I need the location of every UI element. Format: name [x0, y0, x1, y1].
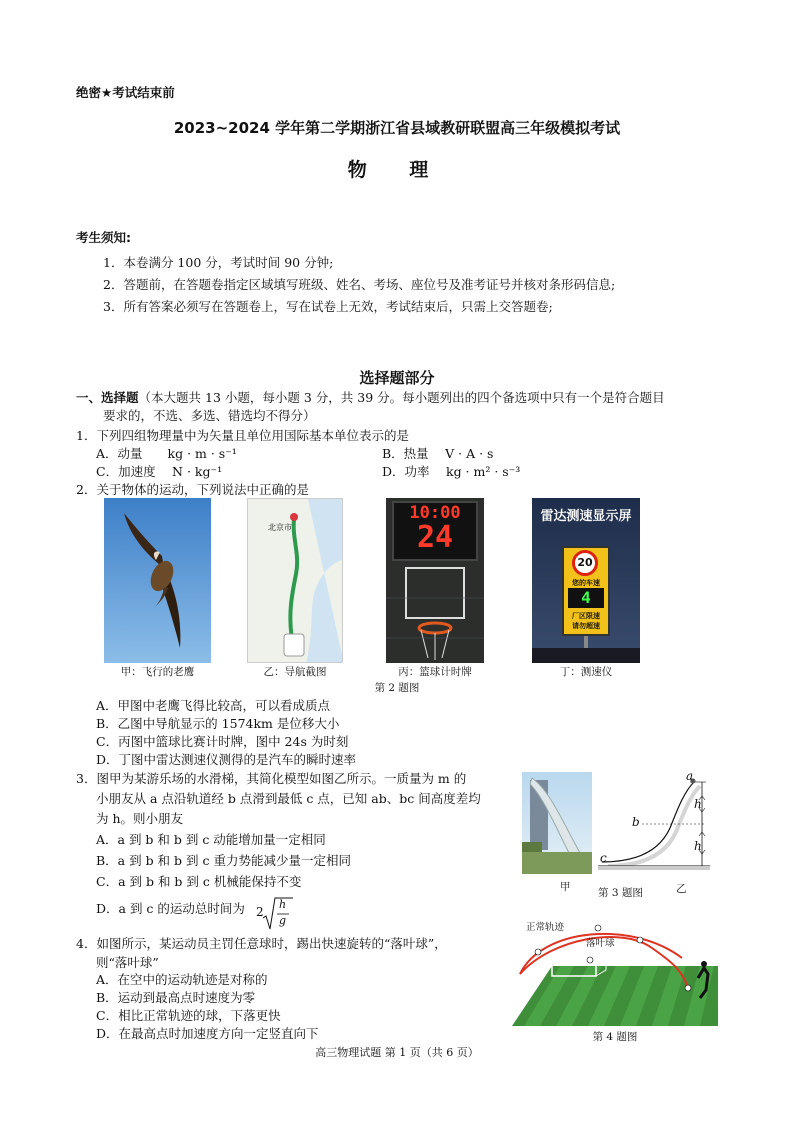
q4-option-b: B．运动到最高点时速度为零	[96, 990, 256, 1005]
exam-title: 2023~2024 学年第二学期浙江省县域教研联盟高三年级模拟考试	[173, 119, 621, 137]
q4-figure-label: 第 4 题图	[592, 1031, 638, 1043]
section-heading-rest: （本大题共 13 小题，每小题 3 分，共 39 分。每小题列出的四个备选项中只有一个是符合题目	[138, 390, 665, 405]
q1-option-b: B．热量 V · A · s	[382, 446, 494, 461]
water-slide-image	[522, 772, 592, 874]
q1-option-a: A．动量 kg · m · s⁻¹	[96, 446, 237, 461]
notice-item-3: 3．所有答案必须写在答题卷上，写在试卷上无效，考试结束后，只需上交答题卷;	[103, 299, 553, 314]
map-image	[247, 498, 343, 663]
clock-shot: 24	[416, 520, 454, 555]
q2-figure-label: 第 2 题图	[374, 682, 420, 694]
q4-option-c: C．相比正常轨迹的球，下落更快	[96, 1008, 281, 1023]
height-h-2: h	[694, 839, 702, 853]
q3-option-b: B．a 到 b 和 b 到 c 重力势能减少量一定相同	[96, 853, 351, 868]
q2-caption-yi: 乙：导航截图	[263, 666, 327, 678]
q3-option-d	[96, 901, 245, 918]
q4-label-leaf: 落叶球	[586, 938, 615, 949]
secret-label: 绝密★考试结束前	[76, 85, 175, 100]
basketball-clock-image	[386, 498, 484, 663]
q3-stem-1: 3．图甲为某游乐场的水滑梯，其简化模型如图乙所示。一质量为 m 的	[76, 771, 467, 786]
height-h-1: h	[694, 797, 702, 811]
radar-sign-image	[532, 498, 640, 663]
q3-stem-3: 为 h。则小朋友	[96, 811, 184, 826]
radar-sub: 您的车速	[572, 578, 600, 587]
q1-option-c: C．加速度 N · kg⁻¹	[96, 464, 223, 479]
point-a: a	[686, 769, 694, 783]
radar-speed: 4	[568, 588, 604, 608]
q2-option-d: D．丁图中雷达测速仪测得的是汽车的瞬时速率	[96, 752, 357, 767]
q3-option-c: C．a 到 b 和 b 到 c 机械能保持不变	[96, 874, 302, 889]
clock-time: 10:00	[409, 503, 461, 523]
q4-stem-2: 则“落叶球”	[96, 955, 159, 970]
map-city-label: 北京市	[268, 523, 292, 532]
q2-caption-bing: 丙：篮球计时牌	[398, 666, 472, 678]
notice-heading: 考生须知:	[76, 230, 131, 245]
q1-stem: 1．下列四组物理量中为矢量且单位用国际基本单位表示的是	[76, 428, 409, 443]
page-footer: 高三物理试题 第 1 页（共 6 页）	[315, 1046, 479, 1059]
section-heading-cont: 要求的，不选、多选、错选均不得分）	[103, 408, 316, 423]
q3-formula-num: h	[279, 898, 287, 911]
q4-stem-1: 4．如图所示，某运动员主罚任意球时，踢出快速旋转的“落叶球”，	[76, 936, 447, 951]
q2-option-c: C．丙图中篮球比赛计时牌，图中 24s 为时刻	[96, 734, 349, 749]
notice-item-2: 2．答题前，在答题卷指定区域填写班级、姓名、考场、座位号及准考证号并核对条形码信息;	[103, 277, 616, 292]
q1-option-d: D．功率 kg · m² · s⁻³	[382, 464, 521, 479]
q3-formula-den: g	[279, 914, 287, 927]
q3-option-d-text: D．a 到 c 的运动总时间为	[96, 901, 245, 916]
q3-formula	[256, 896, 296, 932]
q2-stem: 2．关于物体的运动，下列说法中正确的是	[76, 482, 309, 497]
q2-caption-ding: 丁：测速仪	[559, 666, 613, 678]
q4-label-normal: 正常轨迹	[526, 922, 565, 933]
section-title: 选择题部分	[359, 369, 435, 387]
point-c: c	[600, 851, 607, 865]
subject-title: 物 理	[347, 159, 447, 181]
q3-formula-coef: 2	[256, 905, 264, 919]
q3-option-a: A．a 到 b 和 b 到 c 动能增加量一定相同	[96, 832, 326, 847]
section-heading-bold: 一、选择题	[76, 390, 139, 405]
q3-stem-2: 小朋友从 a 点沿轨道经 b 点滑到最低 c 点，已知 ab、bc 间高度差均	[96, 791, 481, 806]
q3-label-yi: 乙	[676, 883, 687, 895]
notice-item-1: 1．本卷满分 100 分，考试时间 90 分钟;	[103, 255, 334, 270]
radar-title: 雷达测速显示屏	[540, 509, 632, 524]
q4-option-a: A．在空中的运动轨迹是对称的	[96, 972, 268, 987]
q2-caption-jia: 甲：飞行的老鹰	[120, 666, 195, 678]
q3-figure-label: 第 3 题图	[598, 887, 643, 899]
radar-note-2: 请勿超速	[572, 621, 600, 630]
q2-option-a: A．甲图中老鹰飞得比较高，可以看成质点	[96, 698, 331, 713]
q2-option-b: B．乙图中导航显示的 1574km 是位移大小	[96, 716, 340, 731]
section-heading	[76, 390, 665, 407]
radar-limit: 20	[572, 550, 598, 576]
eagle-image	[104, 498, 211, 663]
point-b: b	[632, 815, 640, 829]
slide-diagram	[598, 770, 710, 876]
free-kick-diagram	[512, 918, 718, 1026]
radar-note-1: 厂区限速	[572, 611, 600, 620]
q4-option-d: D．在最高点时加速度方向一定竖直向下	[96, 1026, 319, 1041]
q3-label-jia: 甲	[560, 881, 571, 893]
